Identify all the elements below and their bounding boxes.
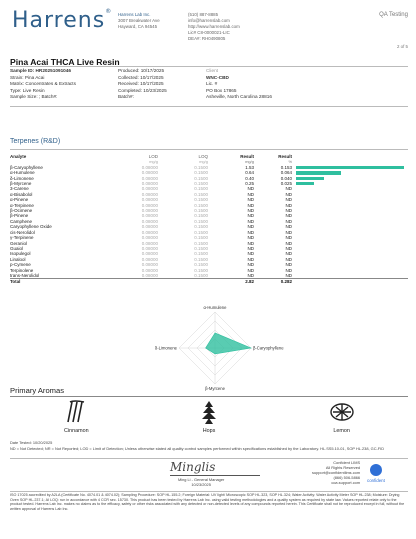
loq-value: 0.1500 <box>194 262 208 268</box>
result-pct: ND <box>285 267 292 273</box>
result-mg: ND <box>247 191 254 197</box>
sample-meta-left <box>10 68 76 101</box>
divider <box>10 106 408 107</box>
analyte-name: Guaiol <box>10 245 24 251</box>
meta-label: Batch#: <box>118 94 134 100</box>
loq-value: 0.1500 <box>194 235 208 241</box>
lab-city: Hayward, CA 94545 <box>118 24 158 29</box>
client-label: Client <box>206 68 218 73</box>
analyte-name: α-Terpinene <box>10 202 34 208</box>
col-analyte: Analyte <box>10 154 27 159</box>
meta-label: Sample Size: ; Batch#: <box>10 94 58 100</box>
analyte-name: Geraniol <box>10 240 28 246</box>
analyte-name: trans-Nerolidol <box>10 272 40 278</box>
result-pct: ND <box>285 218 292 224</box>
aroma-name: Hops <box>202 428 216 434</box>
client-city: Asheville, North Carolina 28816 <box>206 94 272 100</box>
result-mg: 0.40 <box>245 175 254 181</box>
lod-value: 0.08000 <box>141 267 158 273</box>
product-title: Pina Acai THCA Live Resin <box>10 57 120 67</box>
result-mg: 1.53 <box>245 164 254 170</box>
loq-value: 0.1500 <box>194 202 208 208</box>
lod-value: 0.08000 <box>141 240 158 246</box>
analyte-name: α-Humulene <box>10 170 35 176</box>
result-mg: ND <box>247 245 254 251</box>
confident-rights: All Rights Reserved <box>325 465 361 470</box>
radar-data-polygon <box>206 333 251 354</box>
matrix-value: Concentrates & Extracts <box>25 81 76 87</box>
meta-label: Strain: <box>10 74 24 80</box>
aroma-name: Cinnamon <box>64 428 89 434</box>
result-mg: ND <box>247 256 254 262</box>
analyte-name: α-Bisabolol <box>10 191 33 197</box>
produced-row <box>118 68 167 75</box>
page-number: 2 of 5 <box>397 44 408 49</box>
result-bar <box>296 166 404 169</box>
result-pct: ND <box>285 229 292 235</box>
lod-value: 0.08000 <box>141 170 158 176</box>
qa-label: QA Testing <box>379 12 408 18</box>
loq-value: 0.1500 <box>194 186 208 192</box>
total-mg: 2.82 <box>245 279 254 285</box>
meta-label: Received: <box>118 81 139 87</box>
result-pct: 0.025 <box>280 181 292 187</box>
analyte-name: δ-Limonene <box>10 175 34 181</box>
radar-label: β-Caryophyllene <box>253 345 284 351</box>
divider <box>10 458 408 459</box>
result-pct: ND <box>285 235 292 241</box>
result-pct: ND <box>285 256 292 262</box>
loq-value: 0.1500 <box>194 213 208 219</box>
loq-value: 0.1500 <box>194 256 208 262</box>
completed-value: 10/23/2025 <box>143 87 167 93</box>
produced-value: 10/17/2025 <box>140 68 165 73</box>
result-pct: ND <box>285 202 292 208</box>
meta-label: Collected: <box>118 74 139 80</box>
aromas-list <box>10 398 408 438</box>
meta-label: Completed: <box>118 87 142 93</box>
analyte-name: β-Ocimene <box>10 208 33 214</box>
analyte-name: β-Pinene <box>10 213 29 219</box>
lemon-icon <box>328 398 356 426</box>
col-result-mg: Result <box>240 154 254 159</box>
loq-value: 0.1500 <box>194 170 208 176</box>
radar-label: β-Myrcene <box>205 386 225 391</box>
result-mg: ND <box>247 224 254 230</box>
matrix-row <box>10 81 76 88</box>
terpenes-heading: Terpenes (R&D) <box>10 138 61 145</box>
analyte-name: Camphene <box>10 218 33 224</box>
result-mg: ND <box>247 251 254 257</box>
completed-row <box>118 88 167 95</box>
loq-value: 0.1500 <box>194 251 208 257</box>
terpene-radar-chart <box>150 292 284 404</box>
result-pct: ND <box>285 251 292 257</box>
result-pct: 0.040 <box>280 175 292 181</box>
client-name: WNC-CBD <box>206 74 229 80</box>
result-pct: ND <box>285 186 292 192</box>
col-result-pct: Result <box>278 154 292 159</box>
result-pct: ND <box>285 213 292 219</box>
col-loq: LOQ <box>198 154 208 159</box>
analyte-name: p-Cymene <box>10 262 31 268</box>
confident-phone: (866) 506-5866 <box>333 475 361 480</box>
lod-value: 0.08000 <box>141 208 158 214</box>
lod-value: 0.08000 <box>141 197 158 203</box>
signature: Minglis <box>170 460 216 474</box>
lab-phone: (510) 887-8885 <box>188 12 219 17</box>
date-tested: Date Tested: 10/20/2025 <box>10 440 53 445</box>
analyte-name: Linalool <box>10 256 26 262</box>
result-mg: ND <box>247 208 254 214</box>
result-mg: ND <box>247 235 254 241</box>
aroma-item <box>16 398 136 438</box>
lod-value: 0.08000 <box>141 218 158 224</box>
meta-label: Type: <box>10 87 22 93</box>
divider <box>10 149 408 150</box>
footer-notes: ND = Not Detected; NR = Not Reported; LOD = Limit of Detection; Unless otherwise stated all quality control samples performed within specifications established by the Laboratory. HL.SS5.10-01, SOP HL.238, GC-FID <box>10 446 385 451</box>
result-pct: ND <box>285 197 292 203</box>
signature-line <box>170 475 260 476</box>
result-pct: ND <box>285 191 292 197</box>
result-mg: ND <box>247 186 254 192</box>
client-po: PO Box 17865 <box>206 87 237 93</box>
loq-value: 0.1500 <box>194 245 208 251</box>
client-info <box>206 68 272 101</box>
loq-value: 0.1500 <box>194 181 208 187</box>
lab-website[interactable]: http://www.harrenslab.com <box>188 24 240 29</box>
hops-icon <box>195 398 223 426</box>
result-bar <box>296 177 324 180</box>
received-row <box>118 81 167 88</box>
lod-value: 0.08000 <box>141 181 158 187</box>
table-total-row <box>10 279 408 285</box>
result-mg: ND <box>247 272 254 278</box>
sample-id-row <box>10 68 76 75</box>
sign-date: 10/23/2025 <box>191 482 211 487</box>
logo-text: Harrens <box>12 8 106 33</box>
lab-contact <box>188 12 240 42</box>
strain-value: Pina Acai <box>24 74 45 80</box>
confident-website[interactable]: coa.support.com <box>331 480 361 485</box>
analyte-name: β-Myrcene <box>10 181 32 187</box>
lab-street: 3007 Breakwater Ave <box>118 18 160 23</box>
analyte-name: Terpinolene <box>10 267 34 273</box>
unit-loq: mg/g <box>199 159 208 165</box>
result-pct: 0.153 <box>280 164 292 170</box>
loq-value: 0.1500 <box>194 240 208 246</box>
confident-brand: confident <box>367 478 385 483</box>
legal-text: ISO 17025 accredited by A2LA (Certificate No. 4074.01 & 4074.02); Sampling Procedure: SOP HL.155.2; Foreign Material: UV light/ Microscopic SOP HL.323, SOP HL.324; Water Activity: Water Activity Meter SOP HL.238; Moisture: Drying Oven SOP HL.237.1; ΑΙ LOQ: run in accordance with 4 CCR sec. 15730. This product has been tested by Harrens Lab Inc. using valid testing methodologies and a quality system as required by state law. Values reported relate only to the product tested. Harrens Lab Inc. makes no claims as to the efficacy, safety or other risks associated with any detected or non-detected levels of any compounds reported herein. This Certificate shall not be reproduced except in full, without the written approval of Harrens Lab Inc. <box>10 493 405 511</box>
radar-label: α-Humulene <box>203 305 227 310</box>
signer-name: Ming Li - General Manager <box>178 477 225 482</box>
result-pct: ND <box>285 208 292 214</box>
collected-value: 10/17/2025 <box>140 74 164 80</box>
size-row <box>10 94 76 101</box>
received-value: 10/17/2025 <box>140 81 164 87</box>
lod-value: 0.08000 <box>141 175 158 181</box>
type-row <box>10 88 76 95</box>
loq-value: 0.1500 <box>194 197 208 203</box>
loq-value: 0.1500 <box>194 191 208 197</box>
unit-result-mg: mg/g <box>245 159 254 165</box>
meta-label: Produced: <box>118 68 140 73</box>
type-value: Live Resin <box>22 87 45 93</box>
analyte-name: α-Pinene <box>10 197 29 203</box>
lod-value: 0.08000 <box>141 191 158 197</box>
sample-meta-mid <box>118 68 167 101</box>
lab-email[interactable]: info@harrenslab.com <box>188 18 230 23</box>
result-mg: ND <box>247 229 254 235</box>
sample-id: HR20251091046 <box>35 68 71 73</box>
result-pct: ND <box>285 272 292 278</box>
result-pct: ND <box>285 224 292 230</box>
unit-result-pct: % <box>288 159 292 165</box>
col-lod: LOD <box>148 154 158 159</box>
client-license: Lic. # <box>206 81 218 87</box>
unit-lod: mg/g <box>149 159 158 165</box>
aroma-name: Lemon <box>333 428 350 434</box>
analyte-name: β-Caryophyllene <box>10 164 43 170</box>
aromas-heading: Primary Aromas <box>10 386 65 395</box>
loq-value: 0.1500 <box>194 267 208 273</box>
lod-value: 0.08000 <box>141 262 158 268</box>
cinnamon-icon <box>62 398 90 426</box>
loq-value: 0.1500 <box>194 164 208 170</box>
analyte-name: Caryophyllene Oxide <box>10 224 52 230</box>
result-mg: ND <box>247 202 254 208</box>
lod-value: 0.08000 <box>141 272 158 278</box>
result-pct: 0.064 <box>280 170 292 176</box>
analyte-name: γ-Terpinene <box>10 235 34 241</box>
loq-value: 0.1500 <box>194 224 208 230</box>
company-logo: Harrens® <box>12 8 113 33</box>
loq-value: 0.1500 <box>194 175 208 181</box>
divider <box>10 491 408 492</box>
analyte-name: cis-Nerolidol <box>10 229 35 235</box>
confident-email[interactable]: support@confidentlims.com <box>312 470 361 475</box>
divider <box>10 396 408 397</box>
radar-label: δ-Limonene <box>154 345 177 351</box>
result-mg: ND <box>247 218 254 224</box>
divider <box>10 66 408 67</box>
result-mg: 0.25 <box>245 181 254 187</box>
lod-value: 0.08000 <box>141 256 158 262</box>
result-pct: ND <box>285 245 292 251</box>
lod-value: 0.08000 <box>141 235 158 241</box>
analyte-name: Isopulegol <box>10 251 31 257</box>
result-mg: ND <box>247 213 254 219</box>
result-mg: 0.64 <box>245 170 254 176</box>
aroma-item <box>149 398 269 438</box>
collected-row <box>118 75 167 82</box>
lod-value: 0.08000 <box>141 164 158 170</box>
result-bar <box>296 182 314 185</box>
analyte-name: 3-Carene <box>10 186 29 192</box>
signer-block <box>178 477 224 487</box>
lab-name: Harrens Lab Inc. <box>118 12 151 17</box>
result-bar <box>296 171 341 174</box>
result-mg: ND <box>247 240 254 246</box>
lod-value: 0.08000 <box>141 251 158 257</box>
loq-value: 0.1500 <box>194 208 208 214</box>
meta-label: Sample ID: <box>10 68 35 73</box>
result-mg: ND <box>247 262 254 268</box>
loq-value: 0.1500 <box>194 218 208 224</box>
result-pct: ND <box>285 240 292 246</box>
aroma-item <box>282 398 402 438</box>
meta-label: Matrix: <box>10 81 25 87</box>
batch-row <box>118 94 167 101</box>
loq-value: 0.1500 <box>194 272 208 278</box>
result-mg: ND <box>247 197 254 203</box>
lod-value: 0.08000 <box>141 213 158 219</box>
terpenes-table <box>10 154 408 285</box>
lab-dea: DEA#: RH0490805 <box>188 36 226 41</box>
lab-address <box>118 12 160 30</box>
lod-value: 0.08000 <box>141 229 158 235</box>
lod-value: 0.08000 <box>141 202 158 208</box>
total-pct: 0.282 <box>280 279 292 285</box>
total-label: Total <box>10 279 21 285</box>
confident-title: Confident LIMS <box>333 460 361 465</box>
loq-value: 0.1500 <box>194 229 208 235</box>
result-pct: ND <box>285 262 292 268</box>
lod-value: 0.08000 <box>141 224 158 230</box>
lod-value: 0.08000 <box>141 245 158 251</box>
result-mg: ND <box>247 267 254 273</box>
lab-license: Lic# C8-0000021-LIC <box>188 30 230 35</box>
confident-info <box>312 460 360 485</box>
lod-value: 0.08000 <box>141 186 158 192</box>
confident-logo-icon <box>370 464 382 476</box>
strain-row <box>10 75 76 82</box>
